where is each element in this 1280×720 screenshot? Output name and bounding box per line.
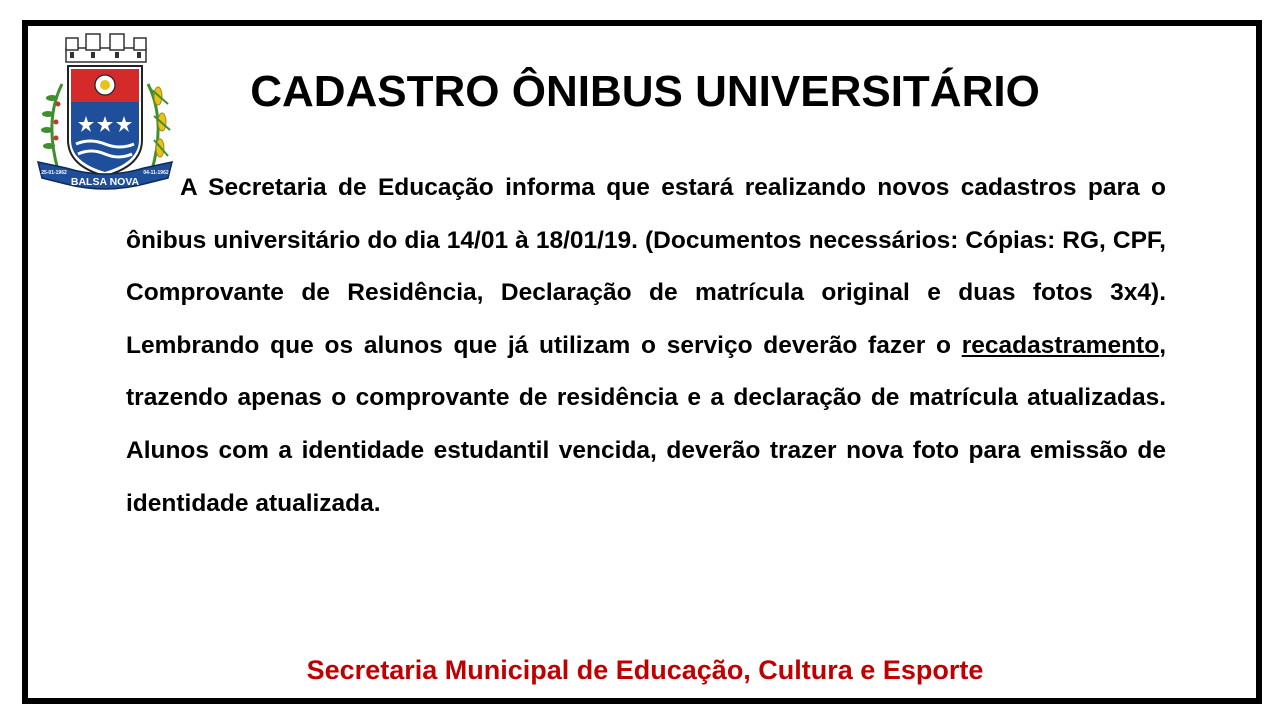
announcement-body [126,162,1166,530]
crest-date-left: 25-01-1962 [41,170,67,176]
body-text-part-1: A Secretaria de Educação informa que estará realizando novos cadastros para o ônibus universitário do dia 14/01 à 18/01/19. (Documentos necessários: Cópias: RG, CPF, Comprovante de Residência, Declaração de matrícula original e duas fotos 3x4). Lembrando que os alunos que já utilizam o serviço deverão fazer o [126,174,1166,359]
coffee-branch-icon [41,84,62,170]
page-title: CADASTRO ÔNIBUS UNIVERSITÁRIO [250,67,1040,116]
crest-date-right: 04-11-1962 [143,170,169,176]
footer-department: Secretaria Municipal de Educação, Cultura e Esporte [306,655,984,685]
mural-crown-icon [66,34,146,62]
body-underlined-term: recadastramento [961,331,1160,359]
shield-icon [68,66,142,176]
body-text-part-2: , trazendo apenas o comprovante de residência e a declaração de matrícula atualizadas. Alunos com a identidade estudantil vencida, deverão trazer nova foto para emissão de identidade atualizada. [126,331,1166,517]
crest-banner-text: BALSA NOVA [70,176,140,188]
